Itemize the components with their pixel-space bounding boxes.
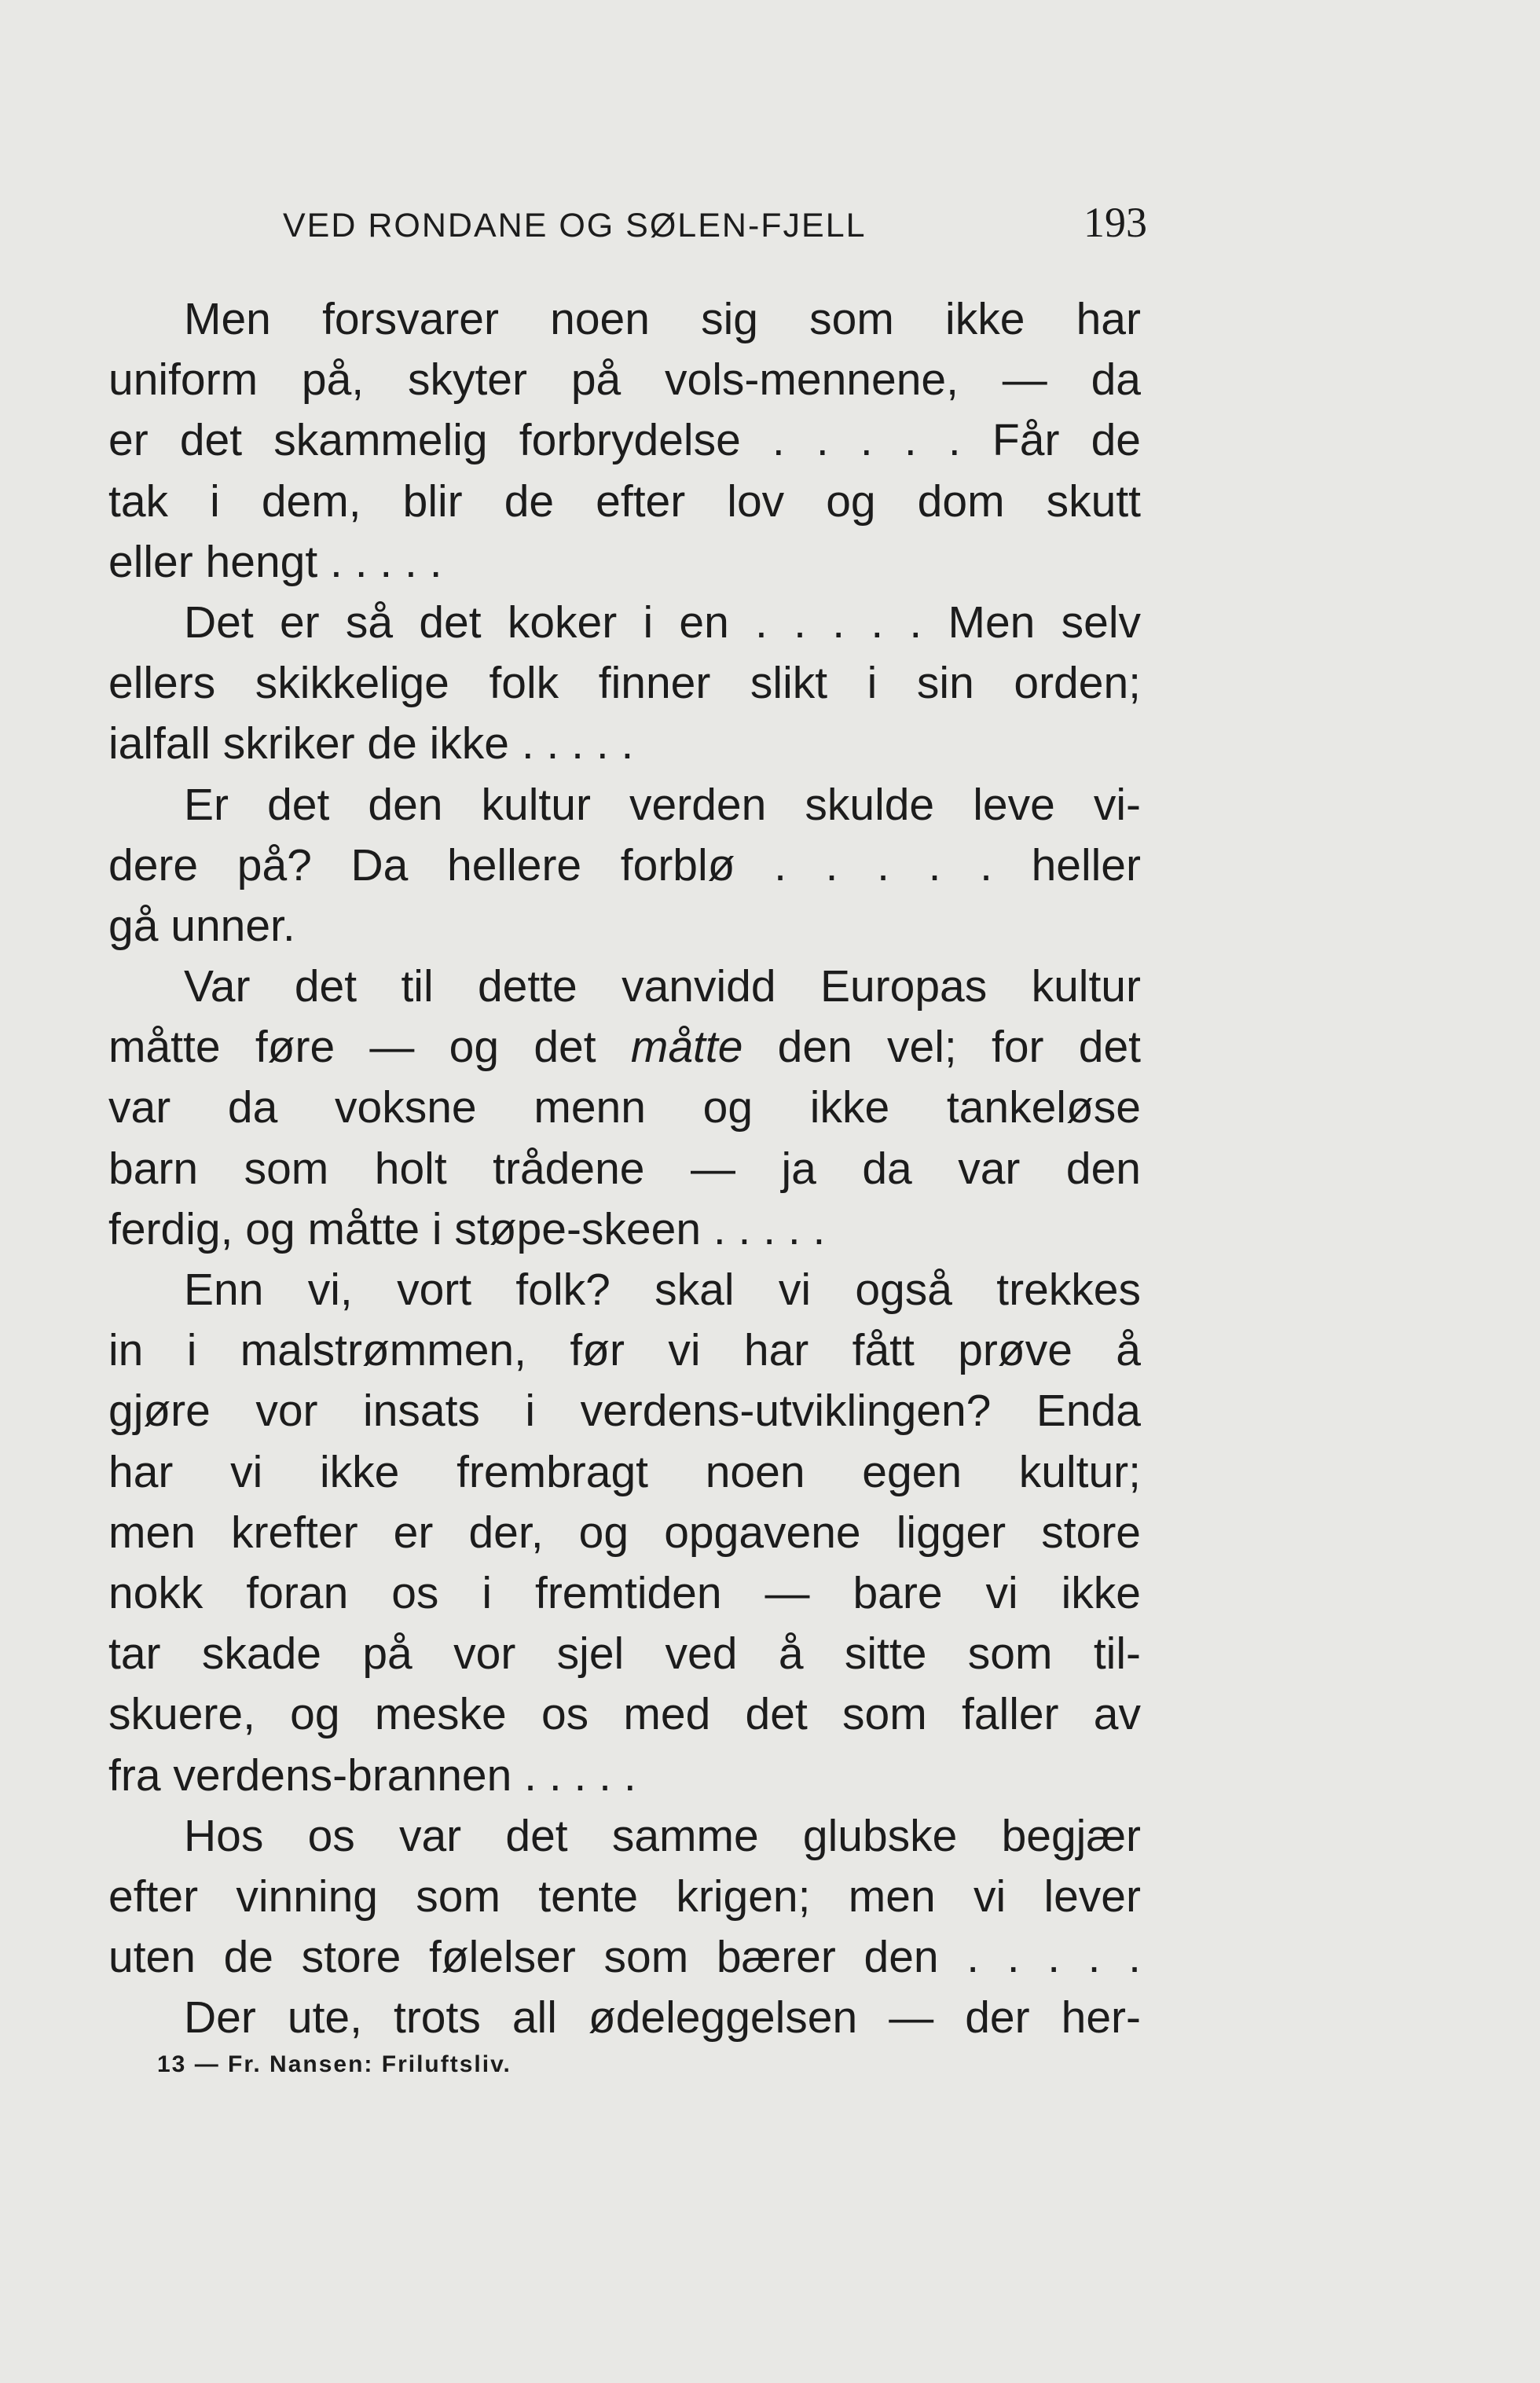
text-line: Er det den kultur verden skulde leve vi- bbox=[184, 779, 1141, 830]
text-line: ialfall skriker de ikke . . . . . bbox=[108, 718, 634, 769]
text-line: fra verdens-brannen . . . . . bbox=[108, 1750, 636, 1801]
text-line: gjøre vor insats i verdens-utviklingen? Enda bbox=[108, 1386, 1141, 1437]
printer-signature: 13 — Fr. Nansen: Friluftsliv. bbox=[157, 2051, 512, 2077]
text-line: er det skammelig forbrydelse . . . . . Får de bbox=[108, 415, 1141, 466]
text-line: uniform på, skyter på vols-mennene, — da bbox=[108, 354, 1141, 406]
text-line: skuere, og meske os med det som faller av bbox=[108, 1689, 1141, 1740]
text-line: Men forsvarer noen sig som ikke har bbox=[184, 294, 1141, 344]
text-line: ellers skikkelige folk finner slikt i sin orden; bbox=[108, 658, 1141, 709]
page-number: 193 bbox=[1084, 199, 1147, 246]
text-line: men krefter er der, og opgavene ligger store bbox=[108, 1507, 1141, 1558]
text-line: dere på? Da hellere forblø . . . . . heller bbox=[108, 839, 1141, 890]
running-head bbox=[283, 198, 1147, 253]
text-line: har vi ikke frembragt noen egen kultur; bbox=[108, 1446, 1141, 1497]
body-text bbox=[108, 289, 1141, 2048]
text-line: Det er så det koker i en . . . . . Men selv bbox=[184, 597, 1141, 648]
text-line: in i malstrømmen, før vi har fått prøve å bbox=[108, 1325, 1141, 1376]
text-line: gå unner. bbox=[108, 900, 295, 951]
text-line: var da voksne menn og ikke tankeløse bbox=[108, 1082, 1141, 1133]
text-line bbox=[108, 1017, 1141, 1078]
text-line: Hos os var det samme glubske begjær bbox=[184, 1810, 1141, 1861]
text-line: tak i dem, blir de efter lov og dom skutt bbox=[108, 475, 1141, 527]
text-segment: den vel; for det bbox=[742, 1022, 1142, 1073]
text-line: eller hengt . . . . . bbox=[108, 536, 442, 587]
running-title: VED RONDANE OG SØLEN-FJELL bbox=[283, 207, 867, 244]
text-line: Enn vi, vort folk? skal vi også trekkes bbox=[184, 1265, 1141, 1315]
text-line: nokk foran os i fremtiden — bare vi ikke bbox=[108, 1567, 1141, 1618]
text-line: tar skade på vor sjel ved å sitte som til- bbox=[108, 1628, 1141, 1680]
emphasized-word: måtte bbox=[630, 1022, 743, 1073]
text-line: barn som holt trådene — ja da var den bbox=[108, 1143, 1141, 1194]
text-line: ferdig, og måtte i støpe-skeen . . . . . bbox=[108, 1203, 826, 1254]
text-line: Der ute, trots all ødeleggelsen — der her- bbox=[184, 1992, 1141, 2043]
text-line: Var det til dette vanvidd Europas kultur bbox=[184, 961, 1141, 1012]
text-line: efter vinning som tente krigen; men vi lever bbox=[108, 1871, 1141, 1922]
text-segment: måtte føre — og det bbox=[108, 1022, 631, 1073]
text-line: uten de store følelser som bærer den . . . . . bbox=[108, 1932, 1141, 1983]
